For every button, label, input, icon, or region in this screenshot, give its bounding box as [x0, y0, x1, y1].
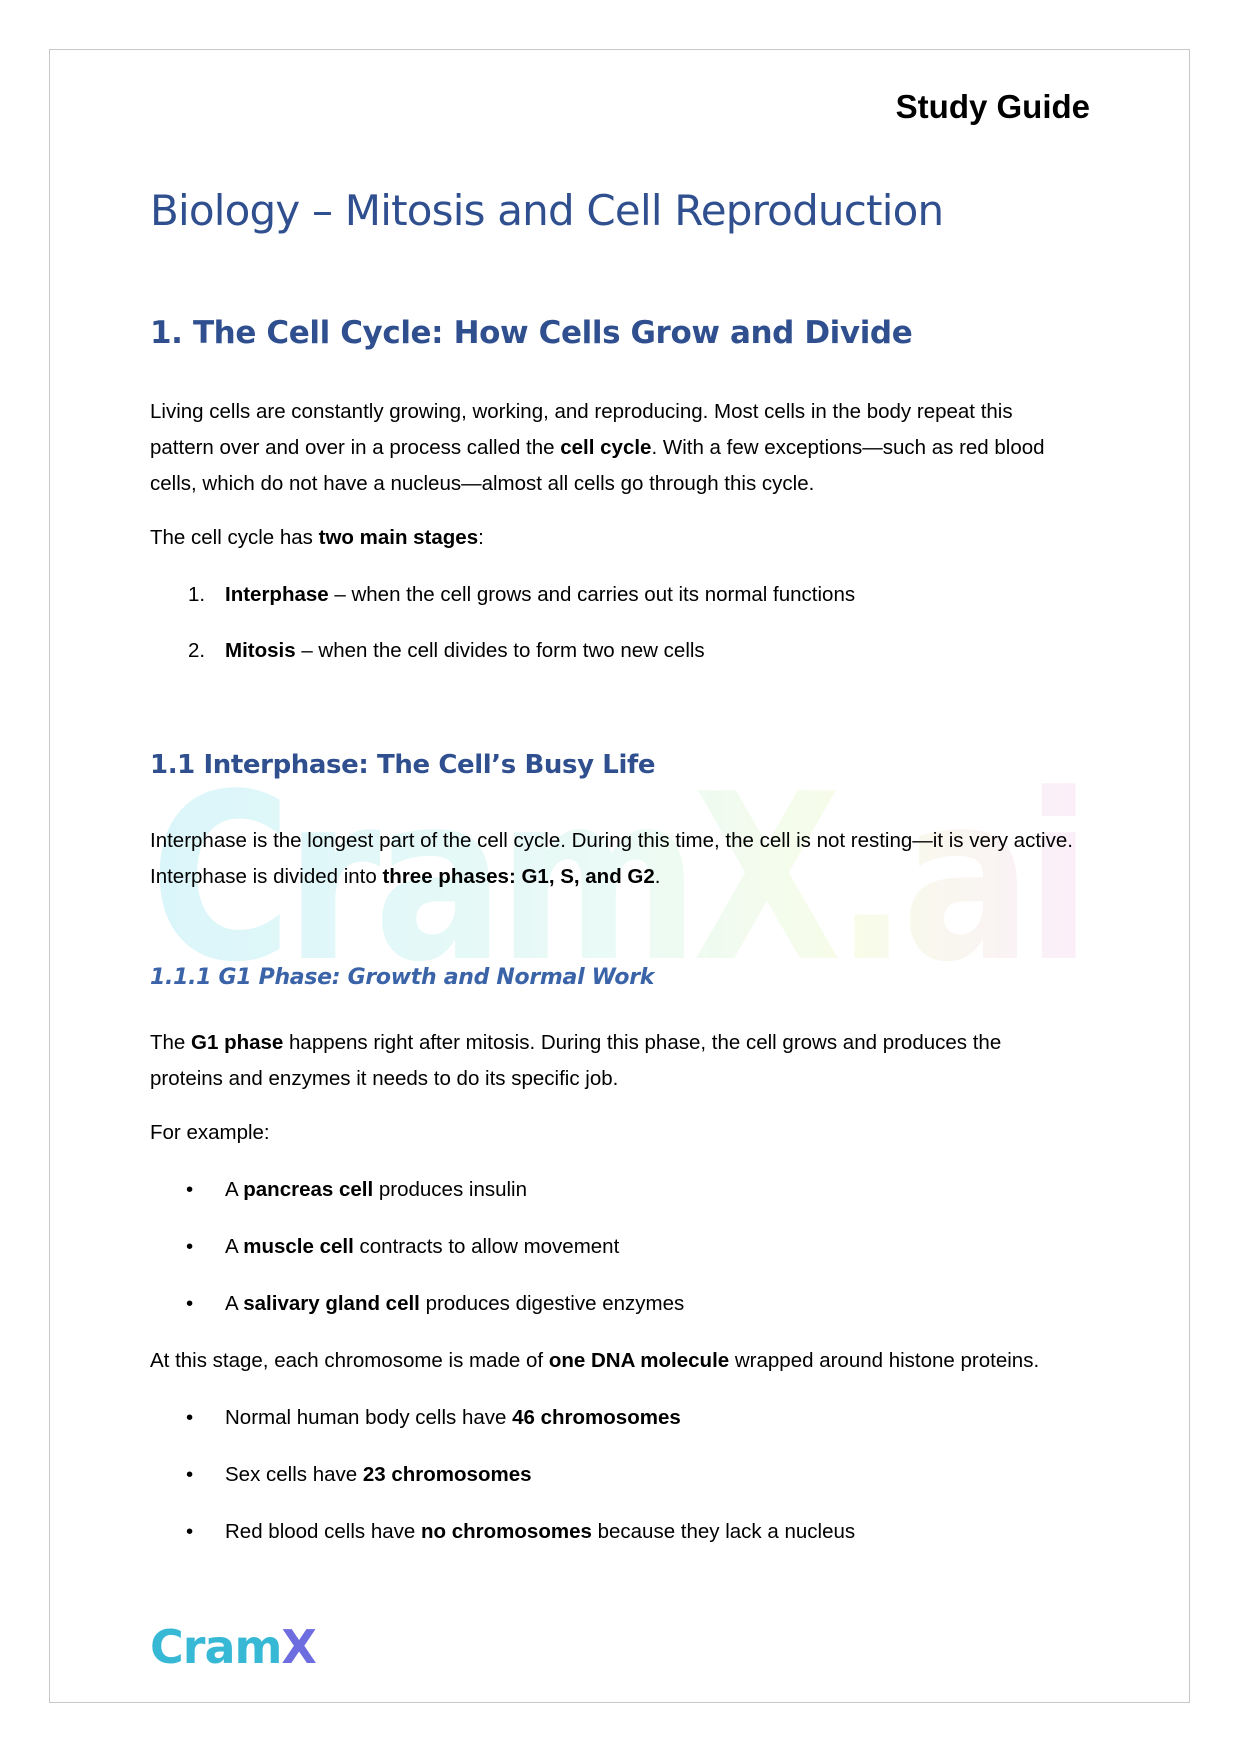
interphase-line-1: Interphase is the longest part of the cell cycle. During this time, the cell is not resting—it is very active. — [150, 829, 1073, 852]
list-number: 1. — [188, 583, 206, 606]
term-46-chromosomes: 46 chromosomes — [512, 1406, 681, 1429]
cramx-footer-logo — [150, 1620, 316, 1674]
term-three-phases: three phases: G1, S, and G2 — [382, 865, 655, 888]
text-run: wrapped around histone proteins. — [729, 1349, 1040, 1372]
text-run: Red blood cells have — [225, 1520, 422, 1543]
term-23-chromosomes: 23 chromosomes — [362, 1463, 532, 1486]
intro-paragraph — [150, 394, 1095, 502]
term-cell-cycle: cell cycle — [560, 436, 652, 459]
text-run: contracts to allow movement — [353, 1235, 620, 1258]
text-run: . With a few exceptions—such as red blood — [651, 436, 1045, 459]
chromosome-paragraph — [150, 1343, 1110, 1379]
term-mitosis: Mitosis — [225, 639, 296, 662]
text-run: Sex cells have — [225, 1463, 363, 1486]
term-two-main-stages: two main stages — [318, 526, 479, 549]
text-run: produces insulin — [373, 1178, 528, 1201]
term-g1-phase: G1 phase — [191, 1031, 284, 1054]
bullet: • — [186, 1463, 194, 1486]
example-label: For example: — [150, 1121, 270, 1144]
text-run: At this stage, each chromosome is made of — [150, 1349, 549, 1372]
bullet: • — [186, 1520, 194, 1543]
list-desc: – when the cell grows and carries out its normal functions — [328, 583, 856, 606]
interphase-line-2 — [150, 859, 1110, 895]
document-title: Biology – Mitosis and Cell Reproduction — [150, 186, 944, 235]
study-guide-label: Study Guide — [895, 88, 1090, 125]
list-desc: – when the cell divides to form two new cells — [295, 639, 705, 662]
list-number: 2. — [188, 639, 206, 662]
bullet: • — [186, 1406, 194, 1429]
text-run: . — [654, 865, 661, 888]
section-heading-cell-cycle: 1. The Cell Cycle: How Cells Grow and Divide — [150, 315, 913, 351]
stages-paragraph — [150, 520, 1095, 556]
text-run: Interphase is divided into — [150, 865, 383, 888]
text-run: because they lack a nucleus — [591, 1520, 856, 1543]
text-run: A — [225, 1178, 244, 1201]
logo-word: Cram — [150, 1620, 282, 1674]
text-run: pattern over and over in a process called the — [150, 436, 561, 459]
term-no-chromosomes: no chromosomes — [421, 1520, 592, 1543]
text-run: produces digestive enzymes — [419, 1292, 685, 1315]
watermark-text: CramX.ai — [150, 758, 1085, 988]
text-run: Normal human body cells have — [225, 1406, 513, 1429]
term-muscle-cell: muscle cell — [243, 1235, 354, 1258]
g1-line-1 — [150, 1025, 1095, 1061]
interphase-paragraph — [150, 823, 1110, 895]
g1-paragraph — [150, 1025, 1095, 1097]
text-run: The — [150, 1031, 192, 1054]
term-pancreas-cell: pancreas cell — [243, 1178, 374, 1201]
text-run: happens right after mitosis. During this phase, the cell grows and produces the — [283, 1031, 1002, 1054]
term-one-dna-molecule: one DNA molecule — [548, 1349, 730, 1372]
logo-x: X — [281, 1620, 316, 1674]
intro-line-3: cells, which do not have a nucleus—almost all cells go through this cycle. — [150, 472, 815, 495]
section-heading-interphase: 1.1 Interphase: The Cell’s Busy Life — [150, 750, 656, 780]
text-run: A — [225, 1292, 244, 1315]
bullet: • — [186, 1178, 194, 1201]
text-run: : — [478, 526, 484, 549]
term-interphase: Interphase — [225, 583, 329, 606]
term-salivary-gland-cell: salivary gland cell — [243, 1292, 420, 1315]
section-heading-g1-phase: 1.1.1 G1 Phase: Growth and Normal Work — [150, 965, 655, 990]
intro-line-2 — [150, 430, 1095, 466]
bullet: • — [186, 1235, 194, 1258]
g1-line-2: proteins and enzymes it needs to do its specific job. — [150, 1067, 619, 1090]
bullet: • — [186, 1292, 194, 1315]
text-run: The cell cycle has — [150, 526, 319, 549]
text-run: A — [225, 1235, 244, 1258]
intro-line-1: Living cells are constantly growing, working, and reproducing. Most cells in the body repeat this — [150, 400, 1013, 423]
